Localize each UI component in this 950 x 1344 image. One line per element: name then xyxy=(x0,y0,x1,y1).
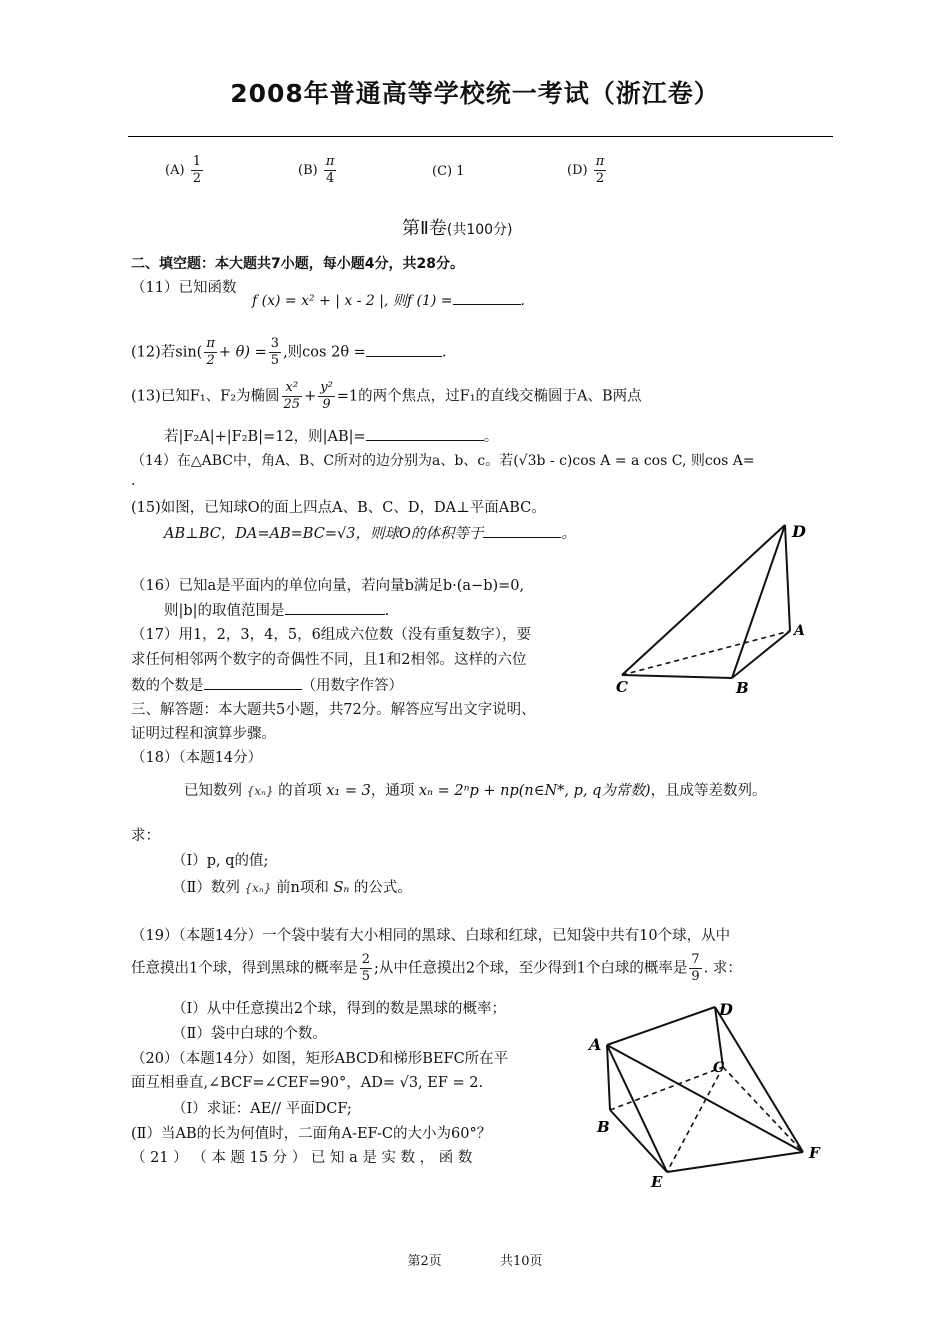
edge-ab xyxy=(607,1045,610,1110)
q13-end: 。 xyxy=(483,429,499,445)
q19-fraction-1: $\frac{2}{5}$ xyxy=(361,952,371,984)
q11-formula-line xyxy=(252,290,525,311)
q18-part2 xyxy=(172,878,412,898)
question-11 xyxy=(131,278,236,298)
solid-figure xyxy=(585,995,830,1190)
q17-line3-text: 数的个数是 xyxy=(131,678,204,694)
q19-part2: （Ⅱ）袋中白球的个数。 xyxy=(172,1026,327,1042)
option-c-label: (C) xyxy=(432,164,453,179)
question-14: （14）在△ABC中，角A、B、C所对的边分别为a、b、c。若(√3b - c)cos A = a cos C, 则cos A= xyxy=(131,453,755,469)
label-d: D xyxy=(792,522,806,541)
label-e: E xyxy=(651,1173,663,1190)
option-b-label: (B) xyxy=(298,163,318,178)
option-a-fraction: $\frac{1}{2}$ xyxy=(192,154,201,186)
question-17: （17）用1，2，3，4，5，6组成六位数（没有重复数字），要 xyxy=(131,627,532,643)
edge-cd xyxy=(622,525,785,675)
q19-fraction-2: $\frac{7}{9}$ xyxy=(691,952,700,984)
q16-end: . xyxy=(384,603,390,619)
q17-answer-blank xyxy=(204,675,302,690)
option-b-fraction: $\frac{\pi}{4}$ xyxy=(325,154,335,186)
q19-line2 xyxy=(131,952,742,985)
q11-end: . xyxy=(520,293,525,309)
q21-line1: （ 21 ） （ 本 题 15 分 ） 已 知 a 是 实 数 ， 函 数 xyxy=(131,1150,473,1166)
q18-sn: Sₙ xyxy=(333,880,350,896)
edge-cb xyxy=(622,675,732,678)
option-b xyxy=(298,154,338,187)
q15-answer-blank xyxy=(483,523,561,538)
q13-line2-text: 若|F₂A|+|F₂B|=12，则|AB|= xyxy=(164,429,366,445)
edge-cf-hidden xyxy=(723,1067,803,1152)
option-d-fraction: $\frac{\pi}{2}$ xyxy=(595,154,605,186)
q11-prefix: （11）已知函数 xyxy=(131,280,237,296)
question-16: （16）已知a是平面内的单位向量，若向量b满足b·(a−b)=0, xyxy=(131,578,525,594)
label-d: D xyxy=(719,1000,733,1019)
q18-part2-text-a: （Ⅱ）数列 xyxy=(172,880,240,896)
q18-ask: 求： xyxy=(131,828,160,844)
label-b: B xyxy=(597,1118,610,1136)
q18-text-b: 的首项 xyxy=(278,783,322,799)
q20-part2: (Ⅱ）当AB的长为何值时，二面角A-EF-C的大小为60°？ xyxy=(131,1126,492,1142)
q19-text-b: ;从中任意摸出2个球，至少得到1个白球的概率是 xyxy=(374,960,688,977)
part2-heading xyxy=(402,214,513,240)
q15-line2 xyxy=(164,523,576,544)
q13-plus: + xyxy=(304,388,317,405)
q11-answer-blank xyxy=(453,290,521,305)
edge-be xyxy=(610,1110,667,1172)
question-13 xyxy=(131,380,642,413)
q18-part1: （Ⅰ）p, q的值; xyxy=(172,853,269,869)
q19-part1: （Ⅰ）从中任意摸出2个球，得到的数是黑球的概率； xyxy=(172,1001,506,1017)
option-d-label: (D) xyxy=(567,163,588,178)
q17-line2: 求任何相邻两个数字的奇偶性不同，且1和2相邻。这样的六位 xyxy=(131,652,527,668)
label-c: C xyxy=(713,1060,725,1076)
edge-ef xyxy=(667,1152,803,1172)
section2-heading: 二、填空题：本大题共7小题，每小题4分，共28分。 xyxy=(131,256,464,272)
option-c-value: 1 xyxy=(456,164,465,179)
part2-title: 第Ⅱ卷 xyxy=(402,218,447,239)
q18-sequence: {xₙ} xyxy=(246,784,274,798)
q19-text-a: 任意摸出1个球，得到黑球的概率是 xyxy=(131,960,358,977)
q13-line2 xyxy=(164,426,498,447)
title-rule xyxy=(128,136,833,137)
label-a: A xyxy=(589,1035,602,1054)
q20-part1: （Ⅰ）求证：AE// 平面DCF; xyxy=(172,1101,352,1117)
q12-end: . xyxy=(441,344,447,361)
label-b: B xyxy=(736,679,749,697)
label-a: A xyxy=(794,623,805,639)
option-a xyxy=(165,154,205,187)
q11-formula: f (x) = x² + | x - 2 |, 则f (1) = xyxy=(252,293,453,309)
q12-fraction-1: $\frac{\pi}{2}$ xyxy=(206,336,215,368)
section3-line2: 证明过程和演算步骤。 xyxy=(131,726,276,742)
q18-statement xyxy=(184,781,767,801)
q14-dot: . xyxy=(131,473,136,489)
label-f: F xyxy=(809,1144,820,1162)
q13-after: =1的两个焦点，过F₁的直线交椭圆于A、B两点 xyxy=(336,388,642,405)
q15-end: 。 xyxy=(561,526,576,542)
edge-af xyxy=(607,1045,803,1152)
tetrahedron-figure xyxy=(612,515,822,700)
page-footer xyxy=(0,1250,950,1269)
option-c xyxy=(432,164,465,179)
edge-df xyxy=(715,1007,803,1152)
footer-page-number: 第2页 xyxy=(407,1254,442,1269)
q16-answer-blank xyxy=(285,600,385,615)
q18-formula: xₙ = 2ⁿp + np(n∈N*, p, q为常数) xyxy=(418,783,651,799)
q20-line2: 面互相垂直,∠BCF=∠CEF=90°，AD= √3, EF = 2. xyxy=(131,1075,484,1091)
q12-mid: + θ) = xyxy=(218,344,267,361)
q17-end: （用数字作答） xyxy=(301,678,403,694)
edge-bd xyxy=(732,525,785,678)
q18-x1: x₁ = 3 xyxy=(326,783,371,799)
part2-score: (共100分) xyxy=(446,222,513,238)
q12-fraction-2: $\frac{3}{5}$ xyxy=(270,336,280,368)
question-15: (15)如图，已知球O的面上四点A、B、C、D，DA⊥平面ABC。 xyxy=(131,500,546,516)
section3-line1: 三、解答题：本大题共5小题，共72分。解答应写出文字说明、 xyxy=(131,702,536,718)
q18-part2-sequence: {xₙ} xyxy=(244,881,272,895)
q20-line1: （20）（本题14分）如图，矩形ABCD和梯形BEFC所在平 xyxy=(131,1051,509,1067)
q15-line2-text: AB⊥BC，DA=AB=BC=√3，则球O的体积等于 xyxy=(164,526,484,542)
edge-da xyxy=(785,525,790,631)
q12-answer-blank xyxy=(366,342,442,357)
q12-after: ,则cos 2θ = xyxy=(283,344,366,361)
q18-text-d: ，且成等差数列。 xyxy=(650,783,767,799)
q18-text-a: 已知数列 xyxy=(184,783,242,799)
q13-fraction-2: $\frac{\text{y²}}{9}$ xyxy=(320,380,333,412)
q16-line2 xyxy=(164,600,389,621)
q13-answer-blank xyxy=(366,426,484,441)
page-title: 2008年普通高等学校统一考试（浙江卷） xyxy=(230,79,720,108)
q17-line3 xyxy=(131,675,403,696)
option-a-label: (A) xyxy=(165,163,185,178)
q19-line1: （19）（本题14分）一个袋中装有大小相同的黑球、白球和红球，已知袋中共有10个球，从中 xyxy=(131,928,731,944)
edge-ad xyxy=(607,1007,715,1045)
q18-part2-text-c: 的公式。 xyxy=(353,880,412,896)
label-c: C xyxy=(616,678,628,696)
q18-text-c: ，通项 xyxy=(370,783,415,799)
q12-prefix: (12)若sin( xyxy=(131,344,203,361)
edge-ae xyxy=(607,1045,667,1172)
q18-part2-text-b: 前n项和 xyxy=(275,880,329,896)
q13-prefix: (13)已知F₁、F₂为椭圆 xyxy=(131,388,280,405)
q19-text-c: . 求： xyxy=(703,960,742,977)
q18-head: （18）（本题14分） xyxy=(131,750,263,766)
question-12 xyxy=(131,336,446,369)
footer-total-pages: 共10页 xyxy=(500,1254,543,1269)
q13-fraction-1: $\frac{\text{x²}}{25}$ xyxy=(283,380,301,412)
q16-line2-text: 则|b|的取值范围是 xyxy=(164,603,285,619)
option-d xyxy=(567,154,608,187)
